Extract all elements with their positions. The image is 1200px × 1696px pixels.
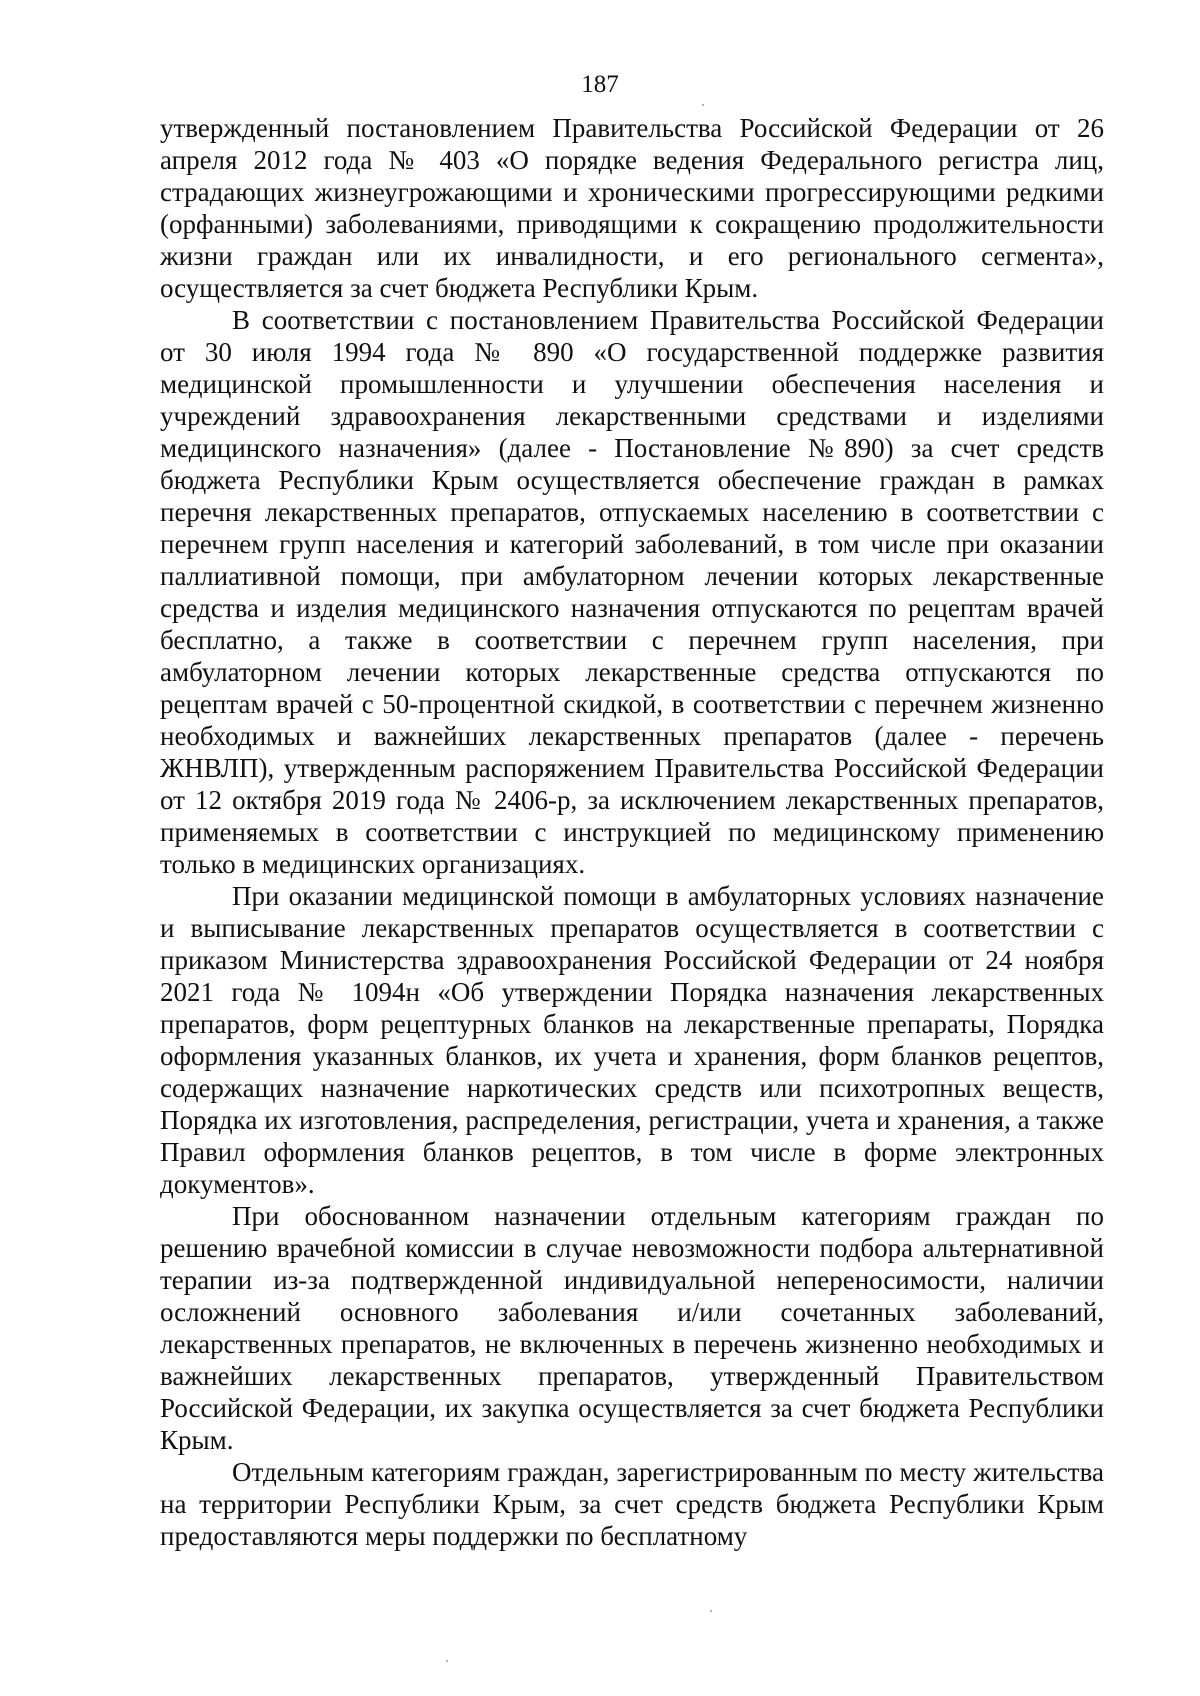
paragraph-orphan-registry: утвержденный постановлением Правительства Российской Федерации от 26 апреля 2012 года № 403 «О порядке ведения Федерального регистра лиц, страдающих жизнеугрожающими и хроническими прогрессирующими редкими (орфанными) заболеваниями, приводящими к сокращению продолжительности жизни граждан или их инвалидности, и его регионального сегмента», осуществляется за счет бюджета Республики Крым. <box>160 113 1104 303</box>
body-text <box>160 112 1104 1552</box>
paragraph-order-1094n: При оказании медицинской помощи в амбулаторных условиях назначение и выписывание лекарственных препаратов осуществляется в соответствии с приказом Министерства здравоохранения Российской Федерации от 24 ноября 2021 года № 1094н «Об утверждении Порядка назначения лекарственных препаратов, форм рецептурных бланков на лекарственные препараты, Порядка оформления указанных бланков, их учета и хранения, форм бланков рецептов, содержащих назначение наркотических средств или психотропных веществ, Порядка их изготовления, распределения, регистрации, учета и хранения, а также Правил оформления бланков рецептов, в том числе в форме электронных документов». <box>160 881 1104 1199</box>
scan-speck <box>702 104 704 106</box>
paragraph-medical-commission: При обоснованном назначении отдельным категориям граждан по решению врачебной комиссии в случае невозможности подбора альтернативной терапии из-за подтвержденной индивидуальной непереносимости, наличии осложнений основного заболевания и/или сочетанных заболеваний, лекарственных препаратов, не включенных в перечень жизненно необходимых и важнейших лекарственных препаратов, утвержденный Правительством Российской Федерации, их закупка осуществляется за счет бюджета Республики Крым. <box>160 1201 1104 1455</box>
page-number: 187 <box>581 71 619 98</box>
paragraph-support-measures: Отдельным категориям граждан, зарегистрированным по месту жительства на территории Республики Крым, за счет средств бюджета Республики Крым предоставляются меры поддержки по бесплатному <box>160 1457 1104 1551</box>
scan-speck <box>710 1610 712 1612</box>
paragraph-resolution-890: В соответствии с постановлением Правительства Российской Федерации от 30 июля 1994 года № 890 «О государственной поддержке развития медицинской промышленности и улучшении обеспечения населения и учреждений здравоохранения лекарственными средствами и изделиями медицинского назначения» (далее - Постановление №890) за счет средств бюджета Республики Крым осуществляется обеспечение граждан в рамках перечня лекарственных препаратов, отпускаемых населению в соответствии с перечнем групп населения и категорий заболеваний, в том числе при оказании паллиативной помощи, при амбулаторном лечении которых лекарственные средства и изделия медицинского назначения отпускаются по рецептам врачей бесплатно, а также в соответствии с перечнем групп населения, при амбулаторном лечении которых лекарственные средства отпускаются по рецептам врачей с 50-процентной скидкой, в соответствии с перечнем жизненно необходимых и важнейших лекарственных препаратов (далее - перечень ЖНВЛП), утвержденным распоряжением Правительства Российской Федерации от 12 октября 2019 года № 2406-р, за исключением лекарственных препаратов, применяемых в соответствии с инструкцией по медицинскому применению только в медицинских организациях. <box>160 305 1104 879</box>
scan-speck <box>446 1660 448 1662</box>
